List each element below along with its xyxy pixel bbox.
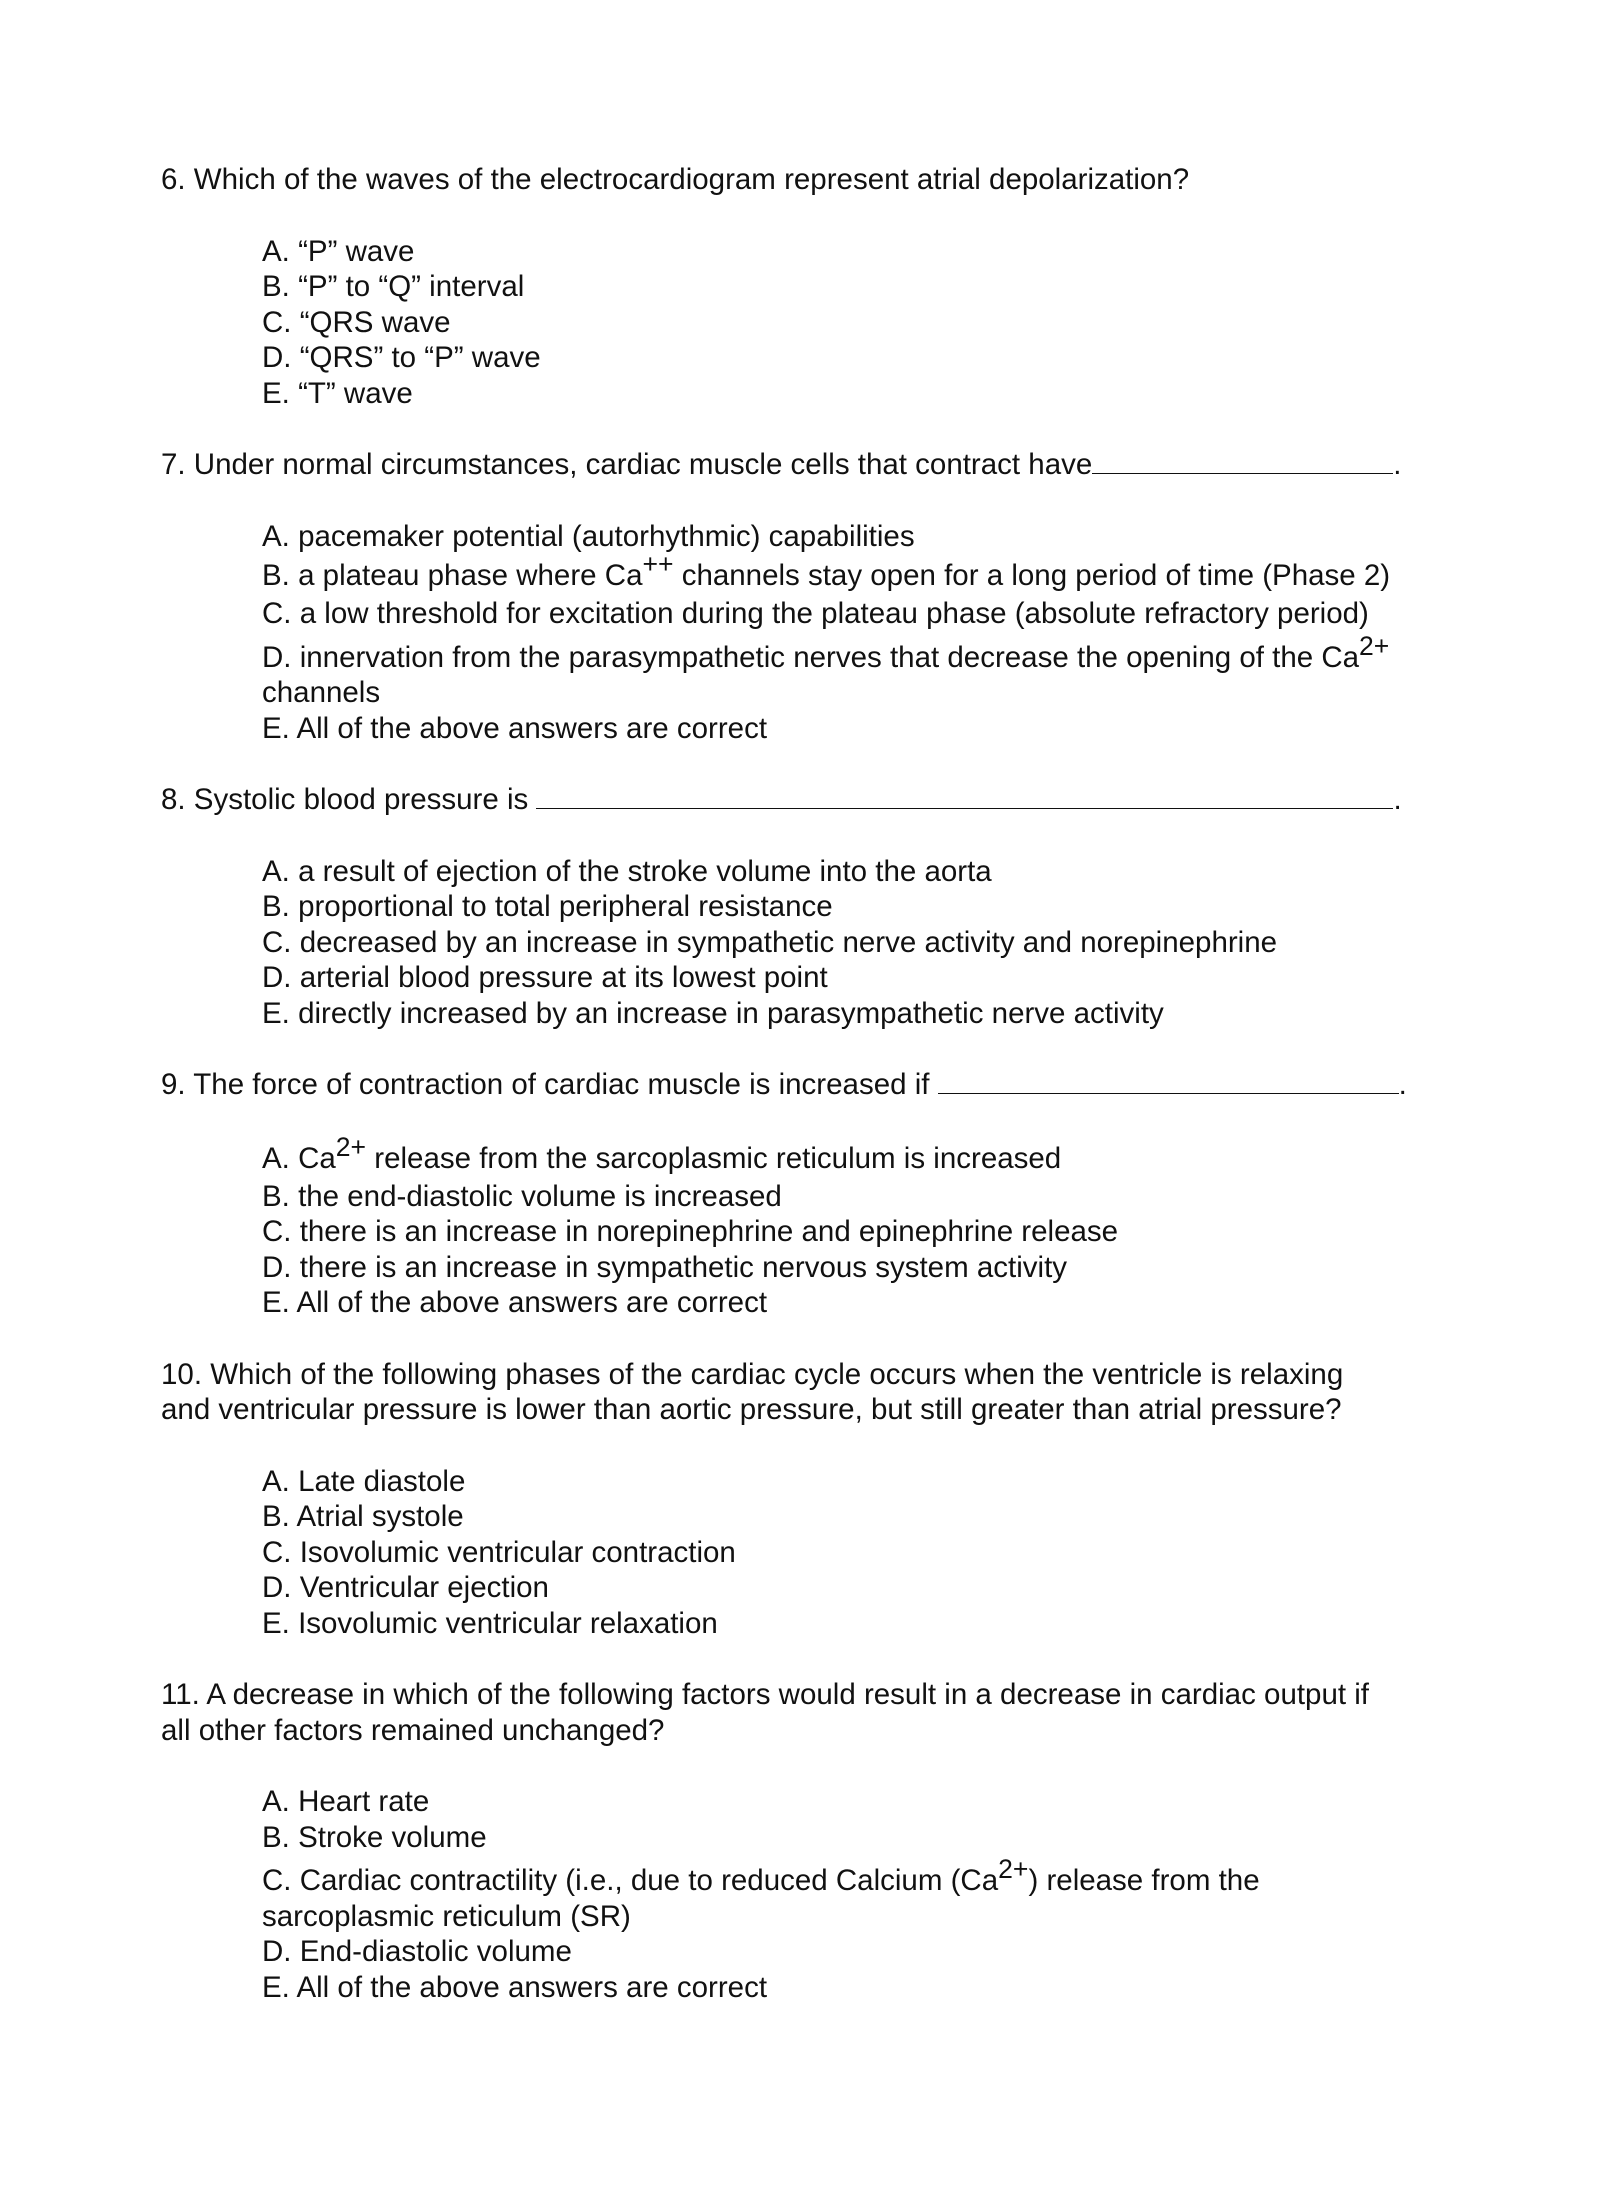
question-7-option-d-post: channels (262, 676, 381, 709)
question-9-text (161, 1067, 1461, 1103)
question-9-option-a (262, 1131, 1461, 1179)
question-8 (161, 782, 1461, 1031)
question-9-option-d: D. there is an increase in sympathetic nervous system activity (262, 1250, 1068, 1284)
question-6-text: 6. Which of the waves of the electrocardiogram represent atrial depolarization? (161, 163, 1190, 196)
question-6-option-a: A. “P” wave (262, 234, 415, 268)
question-7-text (161, 447, 1461, 483)
question-7-option-b-superscript: ++ (642, 549, 674, 580)
question-8-blank (536, 782, 1393, 809)
question-7-stem: 7. Under normal circumstances, cardiac muscle cells that contract have (161, 448, 1093, 481)
question-7-option-c: C. a low threshold for excitation during the plateau phase (absolute refractory period) (262, 597, 1369, 630)
question-7 (161, 447, 1461, 746)
worksheet-page (161, 162, 1461, 2041)
question-11-options (161, 1784, 1461, 2005)
question-9-options (161, 1131, 1461, 1321)
question-10-option-a: A. Late diastole (262, 1464, 466, 1498)
question-6 (161, 162, 1461, 411)
question-10-option-c: C. Isovolumic ventricular contraction (262, 1535, 736, 1569)
question-9-option-a-superscript: 2+ (335, 1131, 367, 1162)
question-9-blank (938, 1067, 1399, 1094)
question-11-option-c-post: ) release from the (1028, 1864, 1260, 1897)
question-11-option-c-superscript: 2+ (998, 1854, 1029, 1885)
question-9-option-a-pre: A. Ca (262, 1141, 336, 1175)
question-9-period: . (1398, 1068, 1407, 1101)
question-8-option-b: B. proportional to total peripheral resistance (262, 890, 833, 923)
question-10-text (161, 1357, 1461, 1428)
question-7-option-b-pre: B. a plateau phase where Ca (262, 559, 643, 592)
question-6-option-e: E. “T” wave (262, 376, 413, 410)
question-11-text-line-1: 11. A decrease in which of the following factors would result in a decrease in cardiac output if (161, 1678, 1370, 1711)
question-7-option-b-post: channels stay open for a long period of time (Phase 2) (673, 559, 1391, 592)
question-7-options (161, 519, 1461, 747)
question-10-option-b: B. Atrial systole (262, 1500, 464, 1533)
question-8-stem: 8. Systolic blood pressure is (161, 783, 537, 816)
question-11-option-b: B. Stroke volume (262, 1820, 487, 1854)
question-6-options (161, 234, 1461, 412)
question-10-text-line-1: 10. Which of the following phases of the cardiac cycle occurs when the ventricle is relaxing (161, 1357, 1344, 1391)
question-7-blank (1092, 447, 1393, 474)
question-10-text-line-2: and ventricular pressure is lower than aortic pressure, but still greater than atrial pressure? (161, 1393, 1342, 1426)
question-11-option-e: E. All of the above answers are correct (262, 1970, 768, 2004)
question-11-option-c-pre: C. Cardiac contractility (i.e., due to reduced Calcium (Ca (262, 1864, 999, 1897)
question-6-option-c: C. “QRS wave (262, 305, 451, 339)
question-6-option-b: B. “P” to “Q” interval (262, 270, 525, 303)
question-11-option-c (262, 1854, 1461, 1934)
question-8-period: . (1393, 783, 1402, 816)
question-7-period: . (1393, 448, 1402, 481)
question-9-option-e: E. All of the above answers are correct (262, 1286, 768, 1319)
question-11-text (161, 1677, 1461, 1748)
question-11-text-line-2: all other factors remained unchanged? (161, 1713, 665, 1747)
question-8-text (161, 782, 1461, 818)
question-9 (161, 1067, 1461, 1321)
question-6-option-d: D. “QRS” to “P” wave (262, 341, 541, 374)
question-7-option-d-superscript: 2+ (1359, 630, 1390, 661)
question-10 (161, 1357, 1461, 1642)
question-8-option-e: E. directly increased by an increase in parasympathetic nerve activity (262, 996, 1164, 1030)
question-10-options (161, 1464, 1461, 1642)
question-8-option-a: A. a result of ejection of the stroke volume into the aorta (262, 854, 992, 888)
question-11-option-c-line-2: sarcoplasmic reticulum (SR) (262, 1899, 631, 1933)
question-10-option-d: D. Ventricular ejection (262, 1571, 549, 1604)
question-8-option-c: C. decreased by an increase in sympathetic nerve activity and norepinephrine (262, 925, 1278, 959)
question-7-option-a: A. pacemaker potential (autorhythmic) capabilities (262, 519, 915, 553)
question-9-option-c: C. there is an increase in norepinephrine and epinephrine release (262, 1215, 1119, 1248)
question-7-option-d (262, 630, 1461, 711)
question-7-option-b (262, 549, 1461, 596)
question-11-option-a: A. Heart rate (262, 1785, 430, 1818)
question-10-option-e: E. Isovolumic ventricular relaxation (262, 1606, 718, 1640)
question-8-options (161, 854, 1461, 1032)
question-9-stem: 9. The force of contraction of cardiac muscle is increased if (161, 1068, 938, 1101)
question-11 (161, 1677, 1461, 2005)
question-11-option-d: D. End-diastolic volume (262, 1935, 572, 1968)
question-9-option-b: B. the end-diastolic volume is increased (262, 1179, 782, 1213)
question-7-option-d-pre: D. innervation from the parasympathetic nerves that decrease the opening of the Ca (262, 640, 1360, 674)
question-7-option-e: E. All of the above answers are correct (262, 711, 768, 745)
question-9-option-a-post: release from the sarcoplasmic reticulum is increased (366, 1141, 1062, 1175)
question-8-option-d: D. arterial blood pressure at its lowest point (262, 961, 828, 994)
